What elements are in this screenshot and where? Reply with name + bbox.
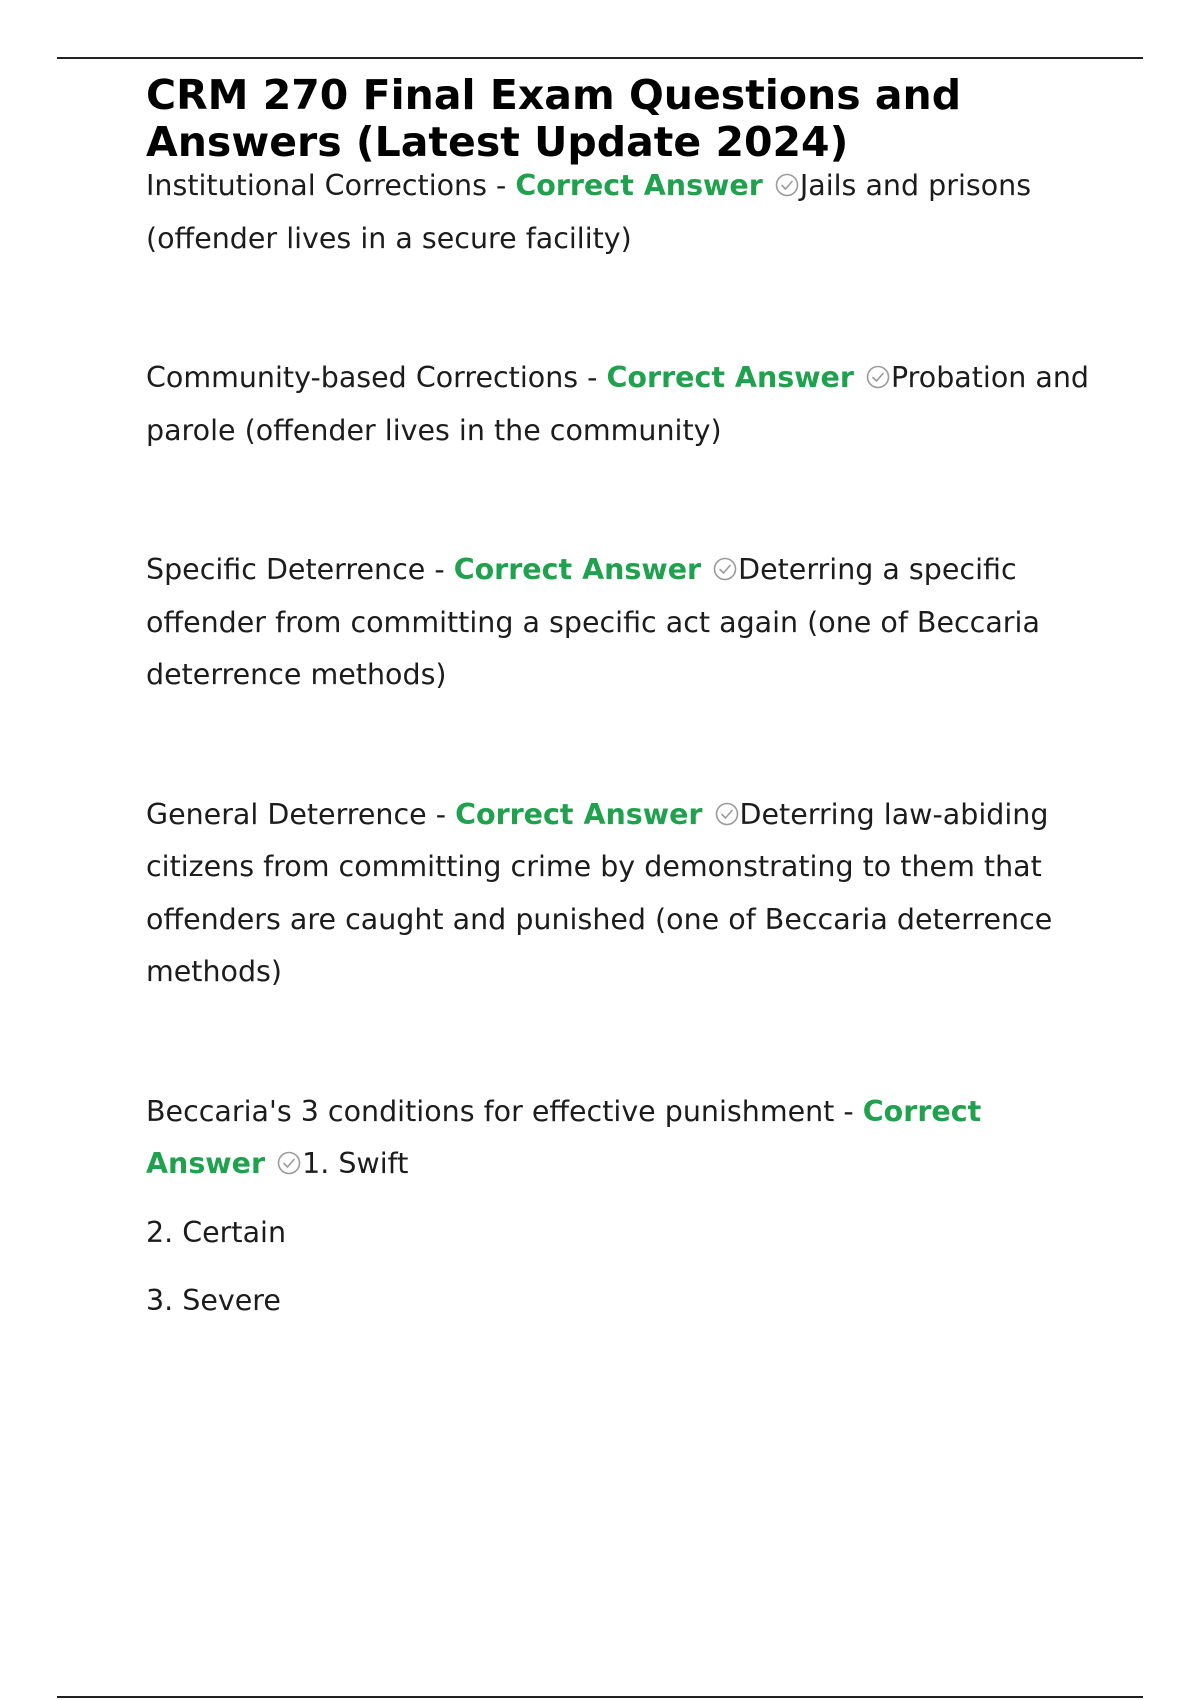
qa-term: Specific Deterrence - [146,553,454,586]
correct-answer-label: Correct Answer [515,169,763,202]
document-body [146,72,1106,1328]
top-divider [57,57,1143,59]
check-circle-icon [276,1150,302,1176]
correct-answer-label: Correct Answer [453,553,702,586]
qa-answer: 1. Swift [302,1147,409,1180]
qa-item-community-based-corrections [146,352,1106,457]
bottom-divider [57,1696,1143,1698]
list-item-severe: 3. Severe [146,1284,281,1317]
qa-item-institutional-corrections [146,160,1106,265]
check-circle-icon [774,172,800,198]
check-circle-icon [714,801,740,827]
qa-term: Community-based Corrections - [146,361,607,394]
correct-answer-label: Correct Answer [455,797,703,831]
qa-item-general-deterrence [146,789,1106,999]
check-circle-icon [865,364,891,390]
qa-item-specific-deterrence [146,544,1106,702]
correct-answer-label: Correct Answer [146,1094,982,1180]
check-circle-icon [712,556,738,582]
correct-answer-label: Correct Answer [606,361,854,394]
qa-answer: Deterring law-abiding citizens from committing crime by demonstrating to them that offenders are caught and punished (one of Beccaria deterrence methods) [146,797,1053,988]
qa-term: General Deterrence - [146,797,456,831]
qa-item-beccaria-conditions [146,1086,1106,1191]
qa-term: Institutional Corrections - [146,169,516,202]
qa-answer: Deterring a specific offender from committing a specific act again (one of Beccaria deterrence methods) [146,553,1040,691]
list-item-certain: 2. Certain [146,1215,287,1249]
qa-answer: Jails and prisons (offender lives in a secure facility) [146,169,1032,255]
document-title: CRM 270 Final Exam Questions and Answers (Latest Update 2024) [146,71,962,166]
qa-answer: Probation and parole (offender lives in the community) [146,361,1090,447]
qa-term: Beccaria's 3 conditions for effective punishment - [146,1094,863,1128]
